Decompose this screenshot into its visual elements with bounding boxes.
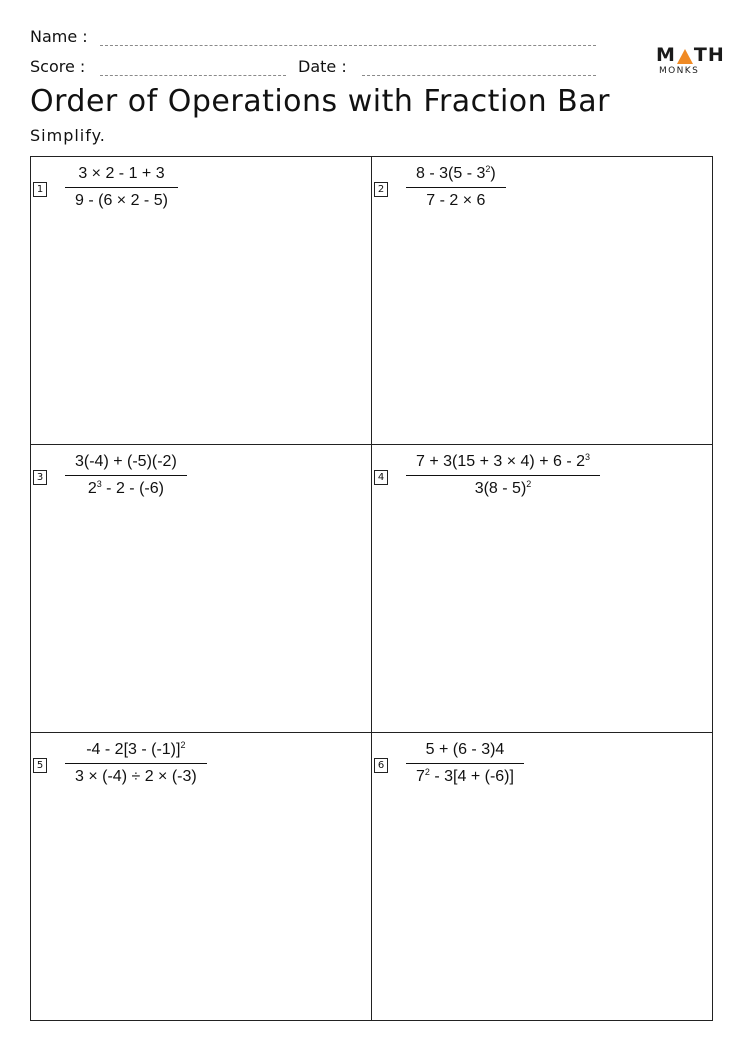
problem-cell xyxy=(372,445,712,733)
name-label: Name : xyxy=(30,27,88,46)
problem-number: 1 xyxy=(33,182,47,197)
fraction-expression xyxy=(406,741,524,786)
problem-cell xyxy=(31,445,372,733)
fraction-expression xyxy=(65,741,207,786)
fraction-expression xyxy=(406,453,600,498)
score-field[interactable] xyxy=(100,75,286,76)
page-title xyxy=(30,84,610,119)
logo-text-th: TH xyxy=(693,44,725,66)
score-label: Score : xyxy=(30,57,86,76)
problem-number: 6 xyxy=(374,758,388,773)
denominator: 3 × (-4) ÷ 2 × (-3) xyxy=(75,768,197,785)
title-sub: with Fraction Bar xyxy=(337,84,610,119)
instruction-text: Simplify. xyxy=(30,126,106,145)
logo-text-m: M xyxy=(656,44,676,66)
numerator: $8 - 3(5 - 3^2)$ xyxy=(416,164,496,182)
fraction-expression xyxy=(65,453,187,498)
title-main: Order of Operations xyxy=(30,84,338,119)
denominator: $2^3 - 2 - (-6)$ xyxy=(87,479,164,497)
problem-number: 5 xyxy=(33,758,47,773)
numerator: $7 + 3(15 + 3 \times 4) + 6 - 2^3$ xyxy=(416,452,591,470)
denominator: $7^2 - 3[4 + (-6)]$ xyxy=(416,767,514,785)
logo-subtext: MONKS xyxy=(659,66,700,76)
fraction-expression xyxy=(406,165,506,210)
date-label: Date : xyxy=(298,57,347,76)
date-field[interactable] xyxy=(362,75,596,76)
numerator: -4 - 2[3 - (-1)]$^2$ xyxy=(86,740,186,758)
numerator: 3 × 2 - 1 + 3 xyxy=(78,165,165,182)
problem-number: 2 xyxy=(374,182,388,197)
triangle-icon xyxy=(677,49,693,64)
denominator: 7 - 2 × 6 xyxy=(426,192,486,209)
numerator: 3(-4) + (-5)(-2) xyxy=(75,453,177,470)
fraction-expression xyxy=(65,165,178,210)
problem-number: 4 xyxy=(374,470,388,485)
name-field[interactable] xyxy=(100,45,596,46)
denominator: 3(8 - 5)$^2$ xyxy=(474,479,532,497)
denominator: 9 - (6 × 2 - 5) xyxy=(75,192,168,209)
problem-number: 3 xyxy=(33,470,47,485)
problem-grid xyxy=(30,156,713,1021)
problem-cell xyxy=(31,733,372,1020)
math-monks-logo xyxy=(656,44,725,76)
numerator: 5 + (6 - 3)4 xyxy=(425,741,505,758)
problem-cell xyxy=(372,733,712,1020)
problem-cell xyxy=(31,157,372,445)
problem-cell xyxy=(372,157,712,445)
